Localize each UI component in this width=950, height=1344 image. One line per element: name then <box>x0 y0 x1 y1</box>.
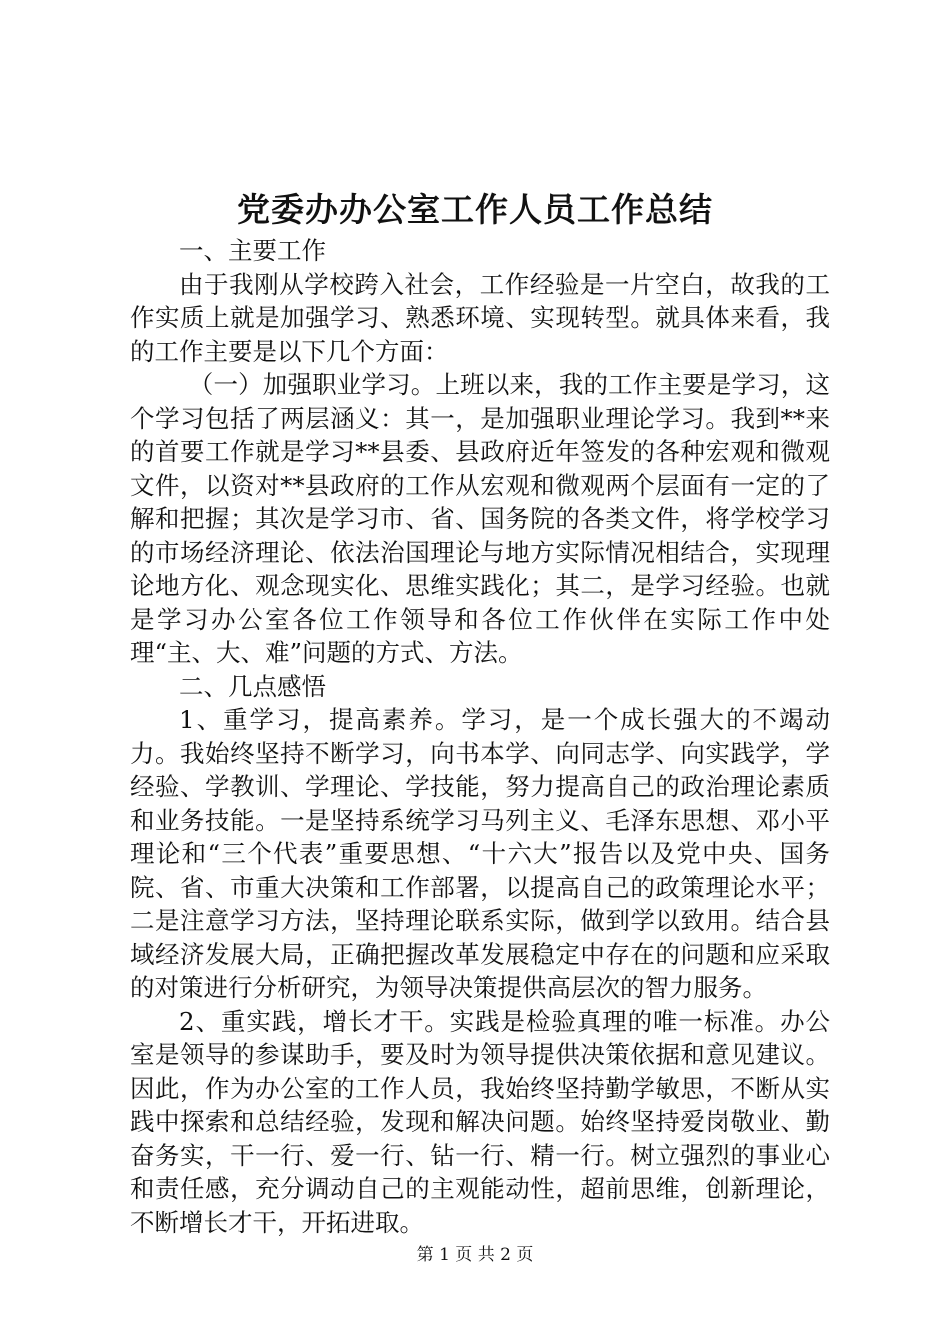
section-heading-main-work: 一、主要工作 <box>179 236 326 265</box>
paragraph-professional-study: （一）加强职业学习。上班以来，我的工作主要是学习，这个学习包括了两层涵义：其一，是加强职业理论学习。我到**来的首要工作就是学习**县委、县政府近年签发的各种宏观和微观文件，以资对**县政府的工作从宏观和微观两个层面有一定的了解和把握；其次是学习市、省、国务院的各类文件，将学校学习的市场经济理论、依法治国理论与地方实际情况相结合，实现理论地方化、观念现实化、思维实践化；其二，是学习经验。也就是学习办公室各位工作领导和各位工作伙伴在实际工作中处理“主、大、难”问题的方式、方法。 <box>130 370 830 667</box>
paragraph-practice-insight: 2、重实践，增长才干。实践是检验真理的唯一标准。办公室是领导的参谋助手，要及时为领导提供决策依据和意见建议。因此，作为办公室的工作人员，我始终坚持勤学敏思，不断从实践中探索和总结经验，发现和解决问题。始终坚持爱岗敬业、勤奋务实，干一行、爱一行、钻一行、精一行。树立强烈的事业心和责任感，充分调动自己的主观能动性，超前思维，创新理论，不断增长才干，开拓进取。 <box>130 1006 830 1237</box>
section-heading-insights: 二、几点感悟 <box>179 671 326 701</box>
paragraph-study-insight: 1、重学习，提高素养。学习，是一个成长强大的不竭动力。我始终坚持不断学习，向书本学、向同志学、向实践学，学经验、学教训、学理论、学技能，努力提高自己的政治理论素质和业务技能。一是坚持系统学习马列主义、毛泽东思想、邓小平理论和“三个代表”重要思想、“十六大”报告以及党中央、国务院、省、市重大决策和工作部署，以提高自己的政策理论水平；二是注意学习方法，坚持理论联系实际，做到学以致用。结合县域经济发展大局，正确把握改革发展稳定中存在的问题和应采取的对策进行分析研究，为领导决策提供高层次的智力服务。 <box>130 705 830 1002</box>
document-body <box>130 234 830 1239</box>
page-footer: 第 1 页 共 2 页 <box>416 1245 534 1265</box>
paragraph-intro: 由于我刚从学校跨入社会，工作经验是一片空白，故我的工作实质上就是加强学习、熟悉环境、实现转型。就具体来看，我的工作主要是以下几个方面： <box>130 269 830 366</box>
document-title: 党委办办公室工作人员工作总结 <box>237 190 713 229</box>
